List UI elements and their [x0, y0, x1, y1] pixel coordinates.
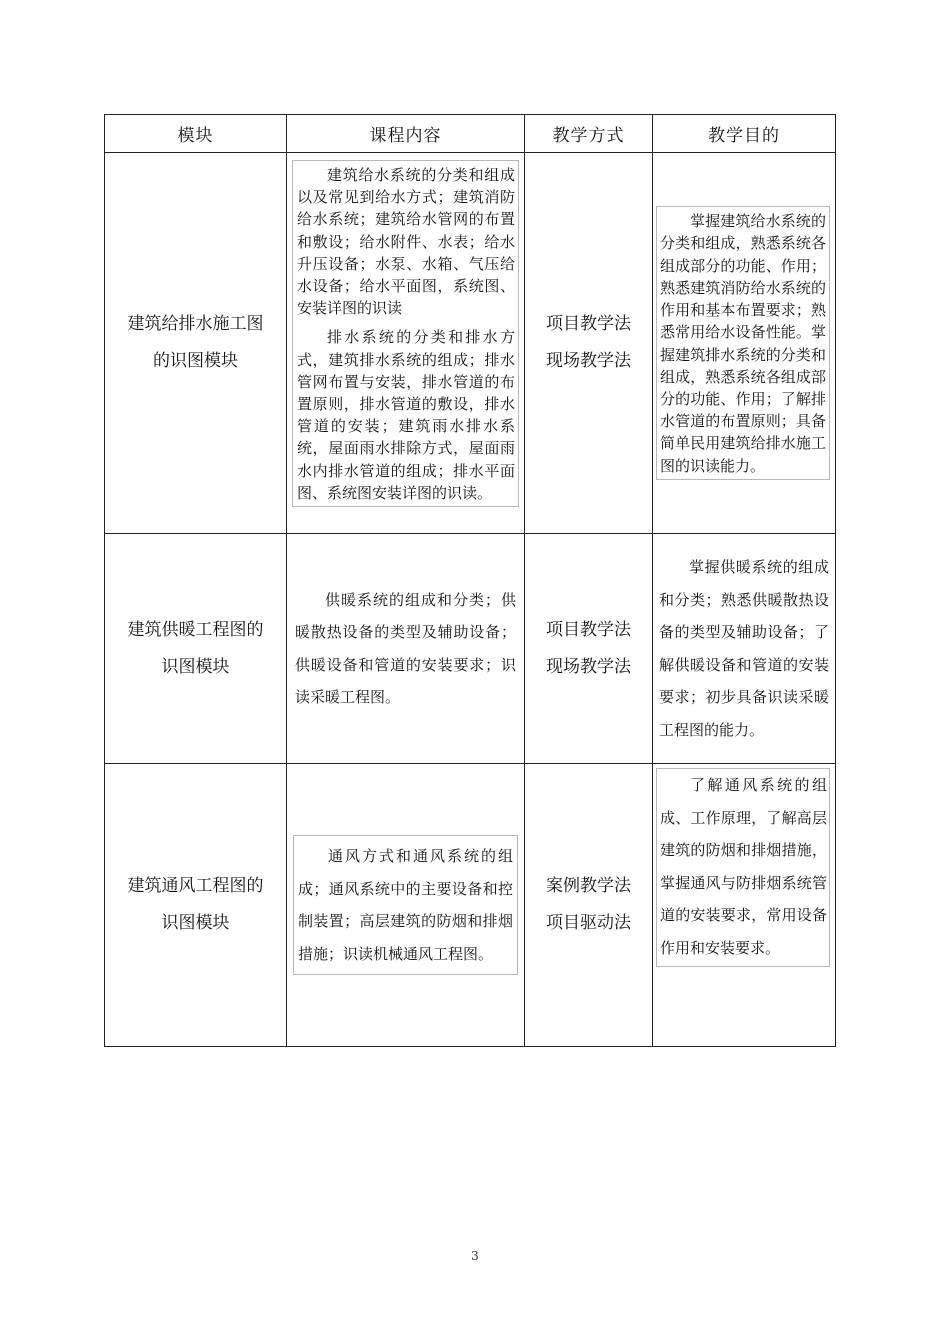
module-name-line: 识图模块 [161, 656, 230, 677]
table-row [105, 534, 836, 764]
module-cell [105, 153, 287, 534]
method-line: 项目教学法 [546, 314, 631, 334]
module-name-line: 建筑供暖工程图的 [127, 619, 264, 640]
content-cell [287, 764, 525, 1047]
course-module-table [104, 114, 836, 1047]
goal-text: 掌握供暖系统的组成和分类；熟悉供暖散热设备的类型及辅助设备；了解供暖设备和管道的安装要求；初步具备识读采暖工程图的能力。 [659, 558, 829, 739]
module-name-line: 建筑通风工程图的 [127, 876, 264, 896]
header-goal: 教学目的 [653, 115, 836, 153]
goal-textbox [656, 768, 830, 967]
method-line: 现场教学法 [546, 656, 631, 677]
table-header-row [105, 115, 836, 153]
goal-text: 了解通风系统的组成、工作原理，了解高层建筑的防烟和排烟措施，掌握通风与防排烟系统管道的安装要求，常用设备作用和安装要求。 [660, 776, 827, 957]
goal-cell [653, 534, 836, 764]
content-textbox [293, 835, 518, 975]
goal-textbox [656, 206, 830, 479]
method-cell [525, 764, 653, 1047]
content-paragraph: 建筑给水系统的分类和组成以及常见到给水方式；建筑消防给水系统；建筑给水管网的布置和敷设；给水附件、水表；给水升压设备；水泵、水箱、气压给水设备；给水平面图，系统图、安装详图的识读 [297, 166, 515, 318]
content-paragraph: 排水系统的分类和排水方式，建筑排水系统的组成；排水管网布置与安装，排水管道的布置原则，排水管道的敷设，排水管道的安装；建筑雨水排水系统，屋面雨水排除方式，屋面雨水内排水管道的组成；排水平面图、系统图安装详图的识读。 [297, 328, 515, 502]
header-method: 教学方式 [525, 115, 653, 153]
content-cell [287, 534, 525, 764]
goal-cell [653, 764, 836, 1047]
header-content: 课程内容 [287, 115, 525, 153]
method-line: 案例教学法 [546, 876, 631, 896]
method-cell [525, 534, 653, 764]
goal-text: 掌握建筑给水系统的分类和组成，熟悉系统各组成部分的功能、作用；熟悉建筑消防给水系统的作用和基本布置要求；熟悉常用给水设备性能。掌握建筑排水系统的分类和组成，熟悉系统各组成部分的功能、作用；了解排水管道的布置原则；具备简单民用建筑给排水施工图的识读能力。 [660, 212, 826, 475]
module-cell [105, 764, 287, 1047]
goal-cell [653, 153, 836, 534]
content-paragraph: 供暖系统的组成和分类；供暖散热设备的类型及辅助设备；供暖设备和管道的安装要求；识读采暖工程图。 [295, 590, 516, 706]
header-module: 模块 [105, 115, 287, 153]
table-row [105, 153, 836, 534]
content-cell [287, 153, 525, 534]
module-cell [105, 534, 287, 764]
module-name-line: 的识图模块 [153, 351, 238, 371]
content-textbox [295, 584, 516, 714]
content-paragraph: 通风方式和通风系统的组成；通风系统中的主要设备和控制装置；高层建筑的防烟和排烟措施；识读机械通风工程图。 [298, 847, 513, 963]
module-name-line: 建筑给排水施工图 [127, 314, 264, 334]
page-number: 3 [471, 1249, 479, 1263]
method-line: 现场教学法 [546, 351, 631, 371]
goal-textbox [659, 551, 829, 746]
method-line: 项目驱动法 [546, 913, 631, 933]
module-name-line: 识图模块 [161, 913, 230, 933]
table-row [105, 764, 836, 1047]
method-cell [525, 153, 653, 534]
method-line: 项目教学法 [546, 619, 631, 640]
content-textbox [292, 160, 519, 507]
